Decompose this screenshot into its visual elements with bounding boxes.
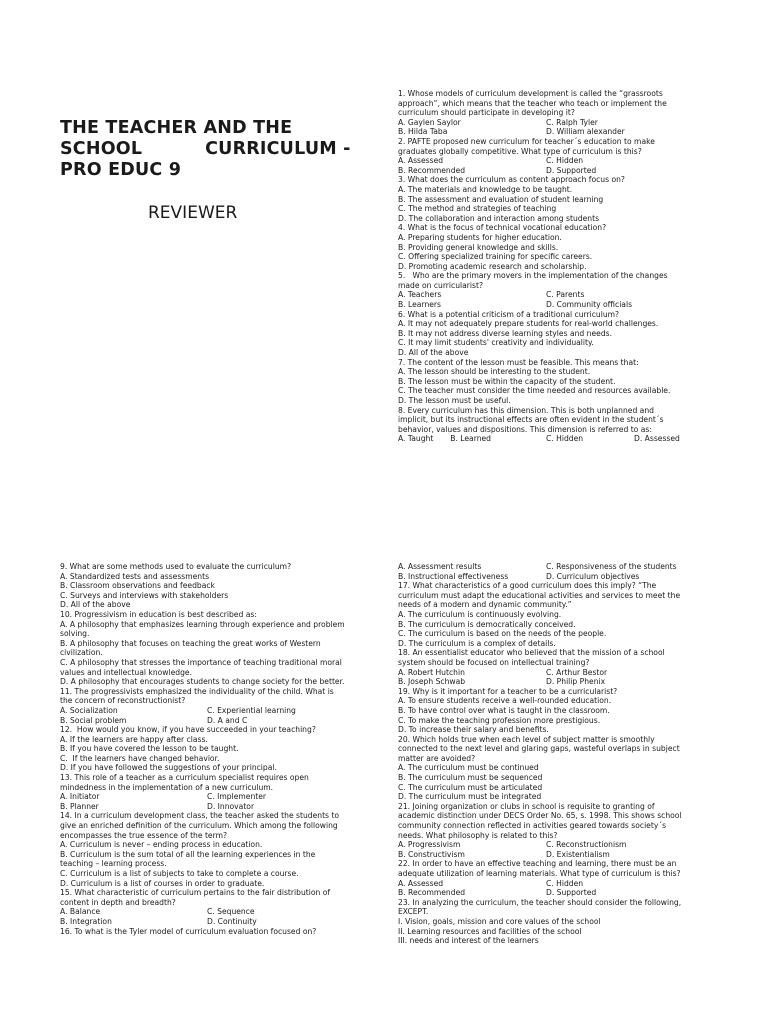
text-line bbox=[60, 821, 380, 831]
option-second-column: D. Continuity bbox=[207, 916, 257, 926]
line-text: 21. Joining organization or clubs in school is requisite to granting of bbox=[398, 801, 655, 811]
line-text: D. The curriculum must be integrated bbox=[398, 792, 542, 802]
line-text: A. Assessed bbox=[398, 878, 444, 888]
line-text: D. To increase their salary and benefits. bbox=[398, 725, 549, 735]
text-line bbox=[60, 811, 380, 821]
line-text: C. The teacher must consider the time needed and resources available. bbox=[398, 386, 671, 396]
line-text: 3. What does the curriculum as content approach focus on? bbox=[398, 175, 625, 185]
text-line bbox=[398, 195, 718, 205]
line-text: A. Robert Hutchin bbox=[398, 667, 465, 677]
option-second-column: C. Reconstructionism bbox=[546, 840, 627, 850]
option-second-column: D. Philip Phenix bbox=[546, 677, 606, 687]
text-line bbox=[398, 677, 718, 687]
title-line-3: PRO EDUC 9 bbox=[60, 160, 182, 180]
document-subtitle: REVIEWER bbox=[148, 203, 238, 223]
text-line bbox=[398, 600, 718, 610]
text-line bbox=[398, 310, 718, 320]
text-line bbox=[398, 591, 718, 601]
line-text: encompasses the true essence of the term? bbox=[60, 830, 228, 840]
text-line bbox=[398, 89, 718, 99]
line-text: A. Gaylen Saylor bbox=[398, 117, 461, 127]
line-text: D. Curriculum is a list of courses in order to graduate. bbox=[60, 878, 265, 888]
line-text: C. Offering specialized training for specific careers. bbox=[398, 252, 593, 262]
text-line bbox=[60, 879, 380, 889]
text-line bbox=[60, 591, 380, 601]
text-line bbox=[398, 716, 718, 726]
text-line bbox=[398, 434, 718, 444]
text-line bbox=[60, 677, 380, 687]
line-text: B. It may not address diverse learning styles and needs. bbox=[398, 328, 613, 338]
text-line bbox=[398, 415, 718, 425]
line-text: A. A philosophy that emphasizes learning through experience and problem bbox=[60, 619, 345, 629]
text-line bbox=[60, 859, 380, 869]
line-text: B. Recommended bbox=[398, 888, 466, 898]
line-text: A. Standardized tests and assessments bbox=[60, 571, 210, 581]
line-text: 1. Whose models of curriculum development is called the “grassroots bbox=[398, 89, 663, 98]
line-text: B. Instructional effectiveness bbox=[398, 571, 509, 581]
option-second-column: D. Innovator bbox=[207, 801, 255, 811]
text-line bbox=[60, 783, 380, 793]
option-third-column: D. Assessed bbox=[634, 434, 680, 444]
text-line bbox=[398, 252, 718, 262]
text-line bbox=[60, 888, 380, 898]
text-line bbox=[398, 338, 718, 348]
line-text: C. It may limit students' creativity and individuality. bbox=[398, 338, 594, 348]
line-text: solving. bbox=[60, 629, 90, 639]
line-text: give an enriched definition of the curriculum. Which among the following bbox=[60, 821, 338, 831]
text-line bbox=[398, 763, 718, 773]
line-text: 9. What are some methods used to evaluate the curriculum? bbox=[60, 562, 292, 571]
text-line bbox=[60, 792, 380, 802]
text-line bbox=[60, 744, 380, 754]
text-line bbox=[60, 802, 380, 812]
text-line bbox=[60, 917, 380, 927]
line-text: graduates globally competitive. What type of curriculum is this? bbox=[398, 146, 642, 156]
text-line bbox=[398, 668, 718, 678]
option-second-column: D. Supported bbox=[546, 888, 597, 898]
text-line bbox=[398, 223, 718, 233]
line-text: A. The lesson should be interesting to the student. bbox=[398, 367, 591, 377]
text-line bbox=[398, 358, 718, 368]
line-text: B. Joseph Schwab bbox=[398, 677, 466, 687]
title-line-2: SCHOOL CURRICULUM - bbox=[60, 139, 351, 159]
option-second-column: C. Hidden bbox=[546, 878, 584, 888]
option-second-column: C. Implementer bbox=[207, 792, 267, 802]
text-line bbox=[398, 386, 718, 396]
line-text: needs of a modern and dynamic community.” bbox=[398, 600, 572, 610]
line-text: values and intellectual knowledge. bbox=[60, 667, 192, 677]
line-text: A. The curriculum must be continued bbox=[398, 763, 539, 773]
line-text: B. Classroom observations and feedback bbox=[60, 581, 215, 591]
text-line bbox=[398, 706, 718, 716]
text-line bbox=[60, 668, 380, 678]
line-text: C. A philosophy that stresses the importance of teaching traditional moral bbox=[60, 657, 342, 667]
line-text: system should be focused on intellectual training? bbox=[398, 657, 590, 667]
text-line bbox=[398, 214, 718, 224]
line-text: A. Taught B. Learned bbox=[398, 434, 491, 444]
text-line bbox=[398, 811, 718, 821]
line-text: D. The lesson must be useful. bbox=[398, 396, 511, 405]
text-line bbox=[398, 840, 718, 850]
line-text: B. Planner bbox=[60, 801, 99, 811]
title-line-1: THE TEACHER AND THE bbox=[60, 118, 293, 138]
line-text: B. Hilda Taba bbox=[398, 127, 448, 137]
line-text: 20. Which holds true when each level of subject matter is smoothly bbox=[398, 734, 655, 744]
text-line bbox=[398, 175, 718, 185]
line-text: teaching – learning process. bbox=[60, 859, 167, 869]
text-line bbox=[398, 147, 718, 157]
line-text: made on curricularist? bbox=[398, 280, 483, 290]
text-line bbox=[60, 639, 380, 649]
text-line bbox=[398, 639, 718, 649]
text-line bbox=[398, 907, 718, 917]
option-second-column: C. Responsiveness of the students bbox=[546, 562, 677, 571]
line-text: B. Curriculum is the sum total of all the learning experiences in the bbox=[60, 849, 316, 859]
line-text: A. If the learners are happy after class. bbox=[60, 734, 208, 744]
line-text: 10. Progressivism in education is best described as: bbox=[60, 609, 257, 619]
line-text: matter are avoided? bbox=[398, 753, 476, 763]
text-line bbox=[398, 735, 718, 745]
text-line bbox=[398, 108, 718, 118]
line-text: C. The method and strategies of teaching bbox=[398, 204, 557, 214]
text-line bbox=[60, 716, 380, 726]
text-line bbox=[398, 233, 718, 243]
line-text: A. The materials and knowledge to be taught. bbox=[398, 184, 573, 194]
line-text: implicit, but its instructional effects are often evident in the student´s bbox=[398, 415, 664, 425]
text-line bbox=[60, 696, 380, 706]
text-line bbox=[398, 185, 718, 195]
option-second-column: C. Experiential learning bbox=[207, 705, 296, 715]
text-line bbox=[60, 725, 380, 735]
line-text: 5. Who are the primary movers in the implementation of the changes bbox=[398, 271, 668, 281]
text-line bbox=[398, 831, 718, 841]
line-text: B. The curriculum must be sequenced bbox=[398, 773, 543, 783]
line-text: C. If the learners have changed behavior. bbox=[60, 753, 220, 763]
option-second-column: D. William alexander bbox=[546, 127, 625, 137]
line-text: A. Socialization bbox=[60, 705, 118, 715]
line-text: 4. What is the focus of technical vocational education? bbox=[398, 223, 607, 233]
text-line bbox=[60, 687, 380, 697]
line-text: B. The assessment and evaluation of student learning bbox=[398, 194, 604, 204]
text-line bbox=[398, 850, 718, 860]
text-line bbox=[398, 377, 718, 387]
line-text: D. All of the above bbox=[398, 348, 469, 358]
line-text: B. If you have covered the lesson to be taught. bbox=[60, 744, 239, 754]
line-text: 18. An essentialist educator who believed that the mission of a school bbox=[398, 648, 665, 658]
line-text: I. Vision, goals, mission and core values of the school bbox=[398, 916, 601, 926]
line-text: B. Learners bbox=[398, 300, 442, 310]
option-second-column: D. Supported bbox=[546, 165, 597, 175]
line-text: mindedness in the implementation of a new curriculum. bbox=[60, 782, 274, 792]
line-text: content in depth and breadth? bbox=[60, 897, 176, 907]
text-line bbox=[60, 927, 380, 937]
text-line bbox=[60, 648, 380, 658]
text-line bbox=[60, 907, 380, 917]
text-line bbox=[398, 917, 718, 927]
text-line bbox=[60, 831, 380, 841]
text-line bbox=[398, 859, 718, 869]
text-line bbox=[398, 118, 718, 128]
line-text: C. To make the teaching profession more prestigious. bbox=[398, 715, 601, 725]
line-text: community connection reflected in activities geared towards society´s bbox=[398, 821, 667, 831]
text-line bbox=[398, 783, 718, 793]
text-line bbox=[398, 696, 718, 706]
text-line bbox=[398, 406, 718, 416]
text-line bbox=[398, 936, 718, 946]
option-second-column: D. A and C bbox=[207, 715, 248, 725]
text-line bbox=[398, 396, 718, 406]
text-line bbox=[398, 687, 718, 697]
line-text: A. Initiator bbox=[60, 792, 100, 802]
text-line bbox=[398, 204, 718, 214]
text-line bbox=[398, 425, 718, 435]
text-line bbox=[398, 821, 718, 831]
text-line bbox=[398, 271, 718, 281]
text-line bbox=[398, 725, 718, 735]
questions-column-top-right bbox=[398, 89, 718, 444]
line-text: B. To have control over what is taught in the classroom. bbox=[398, 705, 610, 715]
line-text: C. The curriculum is based on the needs of the people. bbox=[398, 629, 607, 639]
line-text: B. A philosophy that focuses on teaching the great works of Western bbox=[60, 638, 321, 648]
line-text: approach”, which means that the teacher who teach or implement the bbox=[398, 98, 667, 108]
line-text: 14. In a curriculum development class, the teacher asked the students to bbox=[60, 811, 340, 821]
text-line bbox=[60, 620, 380, 630]
option-second-column: C. Sequence bbox=[207, 907, 255, 917]
text-line bbox=[398, 658, 718, 668]
line-text: 13. This role of a teacher as a curriculum specialist requires open bbox=[60, 773, 309, 783]
questions-column-bottom-right bbox=[398, 562, 718, 946]
option-second-column: C. Ralph Tyler bbox=[546, 117, 598, 127]
text-line bbox=[398, 300, 718, 310]
text-line bbox=[398, 620, 718, 630]
text-line bbox=[398, 648, 718, 658]
line-text: adequate utilization of learning materials. What type of curriculum is this? bbox=[398, 869, 681, 878]
text-line bbox=[398, 773, 718, 783]
text-line bbox=[398, 927, 718, 937]
text-line bbox=[398, 610, 718, 620]
line-text: C. Curriculum is a list of subjects to take to complete a course. bbox=[60, 869, 299, 878]
text-line bbox=[398, 562, 718, 572]
line-text: 15. What characteristic of curriculum pertains to the fair distribution of bbox=[60, 888, 331, 898]
line-text: B. Recommended bbox=[398, 165, 466, 175]
text-line bbox=[398, 744, 718, 754]
line-text: D. All of the above bbox=[60, 600, 131, 610]
line-text: B. Social problem bbox=[60, 715, 127, 725]
text-line bbox=[60, 898, 380, 908]
text-line bbox=[398, 281, 718, 291]
option-second-column: D. Curriculum objectives bbox=[546, 571, 640, 581]
text-line bbox=[398, 754, 718, 764]
line-text: D. The curriculum is a complex of details. bbox=[398, 638, 556, 648]
line-text: curriculum should participate in developing it? bbox=[398, 108, 575, 118]
text-line bbox=[398, 262, 718, 272]
line-text: needs. What philosophy is related to this? bbox=[398, 830, 558, 840]
text-line bbox=[398, 869, 718, 879]
line-text: C. The curriculum must be articulated bbox=[398, 782, 543, 792]
text-line bbox=[398, 879, 718, 889]
line-text: 17. What characteristics of a good curriculum does this imply? “The bbox=[398, 581, 657, 591]
text-line bbox=[398, 156, 718, 166]
line-text: II. Learning resources and facilities of the school bbox=[398, 926, 582, 936]
text-line bbox=[398, 290, 718, 300]
text-line bbox=[398, 888, 718, 898]
option-second-column: D. Community officials bbox=[546, 300, 633, 310]
text-line bbox=[60, 850, 380, 860]
line-text: 2. PAFTE proposed new curriculum for teacher´s education to make bbox=[398, 136, 655, 146]
text-line bbox=[60, 610, 380, 620]
line-text: civilization. bbox=[60, 648, 103, 658]
text-line bbox=[60, 581, 380, 591]
text-line bbox=[398, 166, 718, 176]
text-line bbox=[60, 773, 380, 783]
text-line bbox=[398, 137, 718, 147]
text-line bbox=[60, 600, 380, 610]
line-text: D. A philosophy that encourages students to change society for the better. bbox=[60, 677, 345, 687]
line-text: B. Constructivism bbox=[398, 849, 465, 859]
text-line bbox=[60, 562, 380, 572]
line-text: 8. Every curriculum has this dimension. This is both unplanned and bbox=[398, 405, 654, 415]
line-text: 22. In order to have an effective teaching and learning, there must be an bbox=[398, 859, 677, 869]
line-text: curriculum must adapt the educational activities and services to meet the bbox=[398, 590, 681, 600]
text-line bbox=[60, 658, 380, 668]
line-text: 23. In analyzing the curriculum, the teacher should consider the following, bbox=[398, 897, 682, 907]
line-text: B. Providing general knowledge and skills. bbox=[398, 242, 559, 252]
line-text: B. Integration bbox=[60, 916, 112, 926]
line-text: A. It may not adequately prepare students for real-world challenges. bbox=[398, 319, 659, 329]
text-line bbox=[60, 754, 380, 764]
text-line bbox=[60, 763, 380, 773]
text-line bbox=[398, 581, 718, 591]
text-line bbox=[398, 127, 718, 137]
questions-column-bottom-left bbox=[60, 562, 380, 936]
text-line bbox=[398, 792, 718, 802]
line-text: A. Progressivism bbox=[398, 840, 461, 850]
line-text: D. If you have followed the suggestions of your principal. bbox=[60, 763, 277, 773]
text-line bbox=[60, 629, 380, 639]
line-text: A. Assessed bbox=[398, 156, 444, 166]
text-line bbox=[398, 802, 718, 812]
text-line bbox=[60, 706, 380, 716]
line-text: 7. The content of the lesson must be feasible. This means that: bbox=[398, 357, 639, 367]
text-line bbox=[398, 572, 718, 582]
option-second-column: C. Hidden bbox=[546, 156, 584, 166]
line-text: B. The lesson must be within the capacity of the student. bbox=[398, 376, 616, 386]
line-text: A. To ensure students receive a well-rounded education. bbox=[398, 696, 612, 706]
line-text: academic distinction under DECS Order No. 65, s. 1998. This shows school bbox=[398, 811, 682, 821]
line-text: A. Preparing students for higher education. bbox=[398, 232, 562, 242]
line-text: D. The collaboration and interaction among students bbox=[398, 213, 600, 223]
text-line bbox=[398, 99, 718, 109]
text-line bbox=[398, 898, 718, 908]
line-text: 11. The progressivists emphasized the individuality of the child. What is bbox=[60, 686, 334, 696]
line-text: behavior, values and dispositions. This dimension is referred to as: bbox=[398, 424, 652, 434]
line-text: B. The curriculum is democratically conceived. bbox=[398, 619, 576, 629]
line-text: 6. What is a potential criticism of a traditional curriculum? bbox=[398, 309, 620, 319]
line-text: A. The curriculum is continuously evolving. bbox=[398, 609, 562, 619]
document-title bbox=[60, 118, 360, 181]
text-line bbox=[398, 367, 718, 377]
option-second-column: C. Parents bbox=[546, 290, 585, 300]
text-line bbox=[60, 572, 380, 582]
option-second-column: C. Arthur Bestor bbox=[546, 667, 608, 677]
line-text: 19. Why is it important for a teacher to be a curricularist? bbox=[398, 686, 618, 696]
line-text: A. Curriculum is never – ending process in education. bbox=[60, 840, 263, 850]
text-line bbox=[60, 840, 380, 850]
text-line bbox=[60, 735, 380, 745]
line-text: D. Promoting academic research and scholarship. bbox=[398, 261, 587, 271]
text-line bbox=[60, 869, 380, 879]
line-text: C. Surveys and interviews with stakeholders bbox=[60, 590, 229, 600]
option-second-column: D. Existentialism bbox=[546, 849, 610, 859]
line-text: 16. To what is the Tyler model of curriculum evaluation focused on? bbox=[60, 926, 317, 936]
text-line bbox=[398, 319, 718, 329]
line-text: A. Assessment results bbox=[398, 562, 482, 571]
line-text: 12. How would you know, if you have succeeded in your teaching? bbox=[60, 725, 316, 735]
line-text: the concern of reconstructionist? bbox=[60, 696, 186, 706]
text-line bbox=[398, 348, 718, 358]
line-text: EXCEPT. bbox=[398, 907, 429, 917]
option-second-column: C. Hidden bbox=[546, 434, 584, 444]
line-text: III. needs and interest of the learners bbox=[398, 936, 539, 946]
line-text: A. Balance bbox=[60, 907, 101, 917]
line-text: connected to the next level and glaring gaps, wasteful overlaps in subject bbox=[398, 744, 680, 754]
text-line bbox=[398, 243, 718, 253]
text-line bbox=[398, 329, 718, 339]
text-line bbox=[398, 629, 718, 639]
line-text: A. Teachers bbox=[398, 290, 442, 300]
